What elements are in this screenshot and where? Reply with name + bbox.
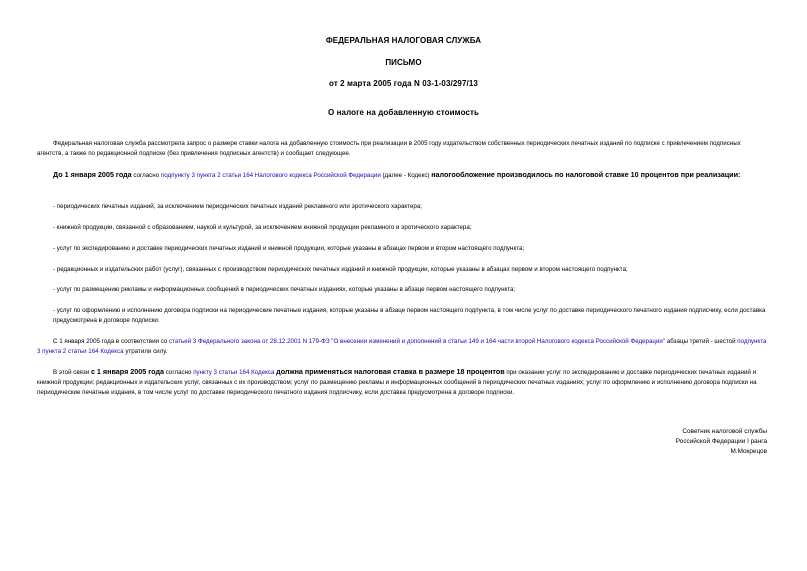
doc-date: от 2 марта 2005 года N 03-1-03/297/13: [329, 79, 478, 88]
signature-title: Советник налоговой службы: [682, 428, 767, 435]
paragraph-from-2005: [37, 337, 767, 357]
org-title: ФЕДЕРАЛЬНАЯ НАЛОГОВАЯ СЛУЖБА: [325, 36, 482, 45]
signature-rank: Российской Федерации I ранга: [675, 438, 767, 445]
link-subparagraph-3-code[interactable]: подпункта 3 пункта 2 статьи 164 Кодекса: [37, 338, 767, 355]
signature-name: М.Мокрецов: [730, 448, 767, 455]
signature-block: [676, 427, 767, 457]
date-bold: с 1 января 2005 года: [90, 367, 165, 376]
text: при оказании услуг по экспедированию и доставке периодических печатных изданий и книжной продукции; редакционных и издательских услуг, связанных с их производством; услуг по размещению рекламы и информационных сообщений в периодических печатных изданиях; услуг по оформлению и исполнению договора подписки на периодические печатные издания, в том числе услуг по доставке периодического печатного издания подписчику, если доставка предусмотрена в договоре подписки.: [37, 369, 757, 396]
text: согласно: [131, 172, 161, 179]
text: С 1 января 2005 года в соответствии со: [53, 338, 170, 345]
link-subparagraph-3[interactable]: подпункту 3 пункта 2 статьи 164 Налогового кодекса Российской Федерации: [160, 172, 381, 179]
paragraph-conclusion: [37, 367, 767, 398]
list-item: - периодических печатных изданий, за исключением периодических печатных изданий рекламного или эротического характера;: [53, 203, 422, 210]
text: (далее - Кодекс): [380, 172, 432, 179]
doc-subject: О налоге на добавленную стоимость: [327, 108, 480, 117]
list-item: - услуг по экспедированию и доставке периодических печатных изданий и книжной продукции, которые указаны в абзацах первом и втором настоящего подпункта;: [53, 245, 525, 252]
text: абзацы третий - шестой: [665, 338, 738, 345]
bold-rate-18: должна применяться налоговая ставка в размере 18 процентов: [276, 367, 505, 376]
text: согласно: [164, 369, 194, 376]
list-item: - редакционных и издательских работ (услуг), связанных с производством периодических печатных изданий и книжной продукции, которые указаны в абзацах первом и втором настоящего подпункта;: [53, 266, 628, 273]
doc-type: ПИСЬМО: [385, 58, 422, 67]
list-item: - услуг по размещению рекламы и информационных сообщений в периодических печатных изданиях, которые указаны в абзаце первом настоящего подпункта;: [53, 286, 516, 293]
text: В этой связи: [53, 369, 91, 376]
bold-rate-10: налогообложение производилось по налоговой ставке 10 процентов при реализации:: [431, 170, 741, 179]
list-item: - услуг по оформлению и исполнению договора подписки на периодические печатные издания, которые указаны в абзаце первом настоящего подпункта, в том числе услуг по доставке периодического печатного издания подписчику, если доставка предусмотрена в договоре подписки.: [53, 307, 766, 324]
list-item: - книжной продукции, связанной с образованием, наукой и культурой, за исключением книжной продукции рекламного и эротического характера;: [53, 224, 472, 231]
text: утратили силу.: [123, 348, 168, 355]
link-paragraph-3-code[interactable]: пункту 3 статьи 164 Кодекса: [193, 369, 275, 376]
date-bold: До 1 января 2005 года: [53, 170, 132, 179]
paragraph-intro: Федеральная налоговая служба рассмотрела запрос о размере ставки налога на добавленную стоимость при реализации в 2005 году издательством собственных периодических печатных изданий по подписке с привлечением подписных агентств, а также по редакционной подписке (без привлечения подписных агентств) и сообщает следующее.: [37, 140, 741, 157]
link-federal-law[interactable]: статьей 3 Федерального закона от 28.12.2001 N 179-ФЗ "О внесении изменений и дополнений в статьи 149 и 164 части второй Налогового кодекса Российской Федерации": [169, 338, 666, 345]
paragraph-before-2005: [37, 170, 767, 181]
